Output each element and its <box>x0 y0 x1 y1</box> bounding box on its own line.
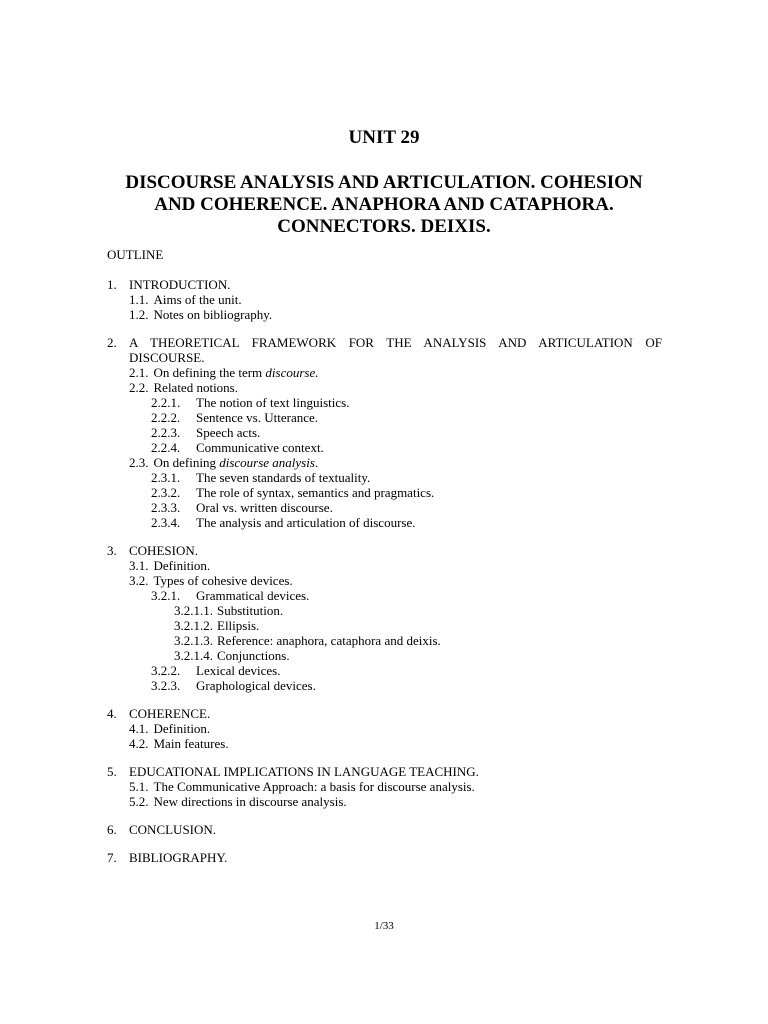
italic-term: discourse. <box>265 365 319 380</box>
item-text: Definition. <box>153 721 211 736</box>
item-text: Types of cohesive devices. <box>153 573 293 588</box>
section-heading <box>107 822 662 837</box>
section-number: 3. <box>107 543 117 558</box>
main-title-line: AND COHERENCE. ANAPHORA AND CATAPHORA. <box>154 194 614 215</box>
item-number: 2.1. <box>129 365 149 380</box>
outline-section <box>107 706 662 751</box>
outline-item <box>107 455 662 470</box>
item-number: 1.2. <box>129 307 149 322</box>
item-text: Definition. <box>153 558 211 573</box>
outline-item <box>107 721 662 736</box>
item-text: On defining the term discourse. <box>153 365 319 380</box>
item-number: 2.2.2. <box>151 410 181 425</box>
item-text: The seven standards of textuality. <box>196 470 371 485</box>
outline-section <box>107 543 662 693</box>
outline-section <box>107 335 662 530</box>
item-number: 3.2.1. <box>151 588 181 603</box>
item-text: Communicative context. <box>196 440 324 455</box>
outline-list <box>107 277 662 878</box>
item-text: Lexical devices. <box>196 663 281 678</box>
outline-item <box>107 440 662 455</box>
item-text: Grammatical devices. <box>196 588 310 603</box>
section-heading <box>107 706 662 721</box>
outline-item <box>107 678 662 693</box>
item-number: 4.1. <box>129 721 149 736</box>
item-text: Conjunctions. <box>217 648 290 663</box>
section-title: A THEORETICAL FRAMEWORK FOR THE ANALYSIS AND ARTICULATION OF DISCOURSE. <box>129 335 662 365</box>
section-number: 6. <box>107 822 117 837</box>
section-title: COHERENCE. <box>129 706 211 721</box>
section-heading <box>107 335 662 365</box>
outline-item <box>107 794 662 809</box>
section-heading <box>107 543 662 558</box>
outline-item <box>107 736 662 751</box>
section-title: INTRODUCTION. <box>129 277 231 292</box>
outline-item <box>107 603 662 618</box>
page-number: 1/33 <box>374 920 394 932</box>
item-number: 3.2.2. <box>151 663 181 678</box>
outline-item <box>107 573 662 588</box>
section-number: 7. <box>107 850 117 865</box>
section-title: BIBLIOGRAPHY. <box>129 850 228 865</box>
main-title <box>100 172 668 238</box>
item-text: Aims of the unit. <box>153 292 242 307</box>
item-text: Graphological devices. <box>196 678 316 693</box>
outline-item <box>107 779 662 794</box>
outline-item <box>107 515 662 530</box>
item-number: 3.2.1.4. <box>174 648 213 663</box>
section-title: CONCLUSION. <box>129 822 217 837</box>
item-number: 2.2. <box>129 380 149 395</box>
outline-item <box>107 380 662 395</box>
item-number: 3.2.1.1. <box>174 603 213 618</box>
outline-item <box>107 558 662 573</box>
item-number: 2.2.4. <box>151 440 181 455</box>
item-number: 2.3.3. <box>151 500 181 515</box>
section-title: EDUCATIONAL IMPLICATIONS IN LANGUAGE TEACHING. <box>129 764 479 779</box>
item-number: 2.3.1. <box>151 470 181 485</box>
item-text: The analysis and articulation of discourse. <box>196 515 416 530</box>
outline-section <box>107 822 662 837</box>
outline-section <box>107 764 662 809</box>
item-text: Reference: anaphora, cataphora and deixis. <box>217 633 441 648</box>
item-number: 2.3.4. <box>151 515 181 530</box>
item-text: New directions in discourse analysis. <box>153 794 347 809</box>
unit-title: UNIT 29 <box>348 127 420 148</box>
item-number: 3.2.3. <box>151 678 181 693</box>
item-number: 2.3. <box>129 455 149 470</box>
item-text: Oral vs. written discourse. <box>196 500 333 515</box>
item-text: Main features. <box>153 736 229 751</box>
outline-item <box>107 633 662 648</box>
outline-item <box>107 588 662 603</box>
item-number: 2.2.1. <box>151 395 181 410</box>
item-number: 1.1. <box>129 292 149 307</box>
outline-label: OUTLINE <box>107 247 164 262</box>
item-text: Notes on bibliography. <box>153 307 273 322</box>
section-heading <box>107 850 662 865</box>
outline-section <box>107 850 662 865</box>
section-number: 4. <box>107 706 117 721</box>
item-number: 2.2.3. <box>151 425 181 440</box>
item-text: The role of syntax, semantics and pragmatics. <box>196 485 435 500</box>
main-title-line: DISCOURSE ANALYSIS AND ARTICULATION. COHESION <box>125 172 643 193</box>
outline-item <box>107 410 662 425</box>
section-number: 5. <box>107 764 117 779</box>
italic-term: discourse analysis <box>219 455 315 470</box>
section-number: 2. <box>107 335 117 350</box>
item-text: Related notions. <box>153 380 238 395</box>
main-title-line: CONNECTORS. DEIXIS. <box>277 216 491 237</box>
section-heading <box>107 277 662 292</box>
item-text: Sentence vs. Utterance. <box>196 410 319 425</box>
item-number: 3.2.1.2. <box>174 618 213 633</box>
outline-item <box>107 307 662 322</box>
outline-item <box>107 663 662 678</box>
outline-item <box>107 365 662 380</box>
item-number: 3.2. <box>129 573 149 588</box>
outline-item <box>107 648 662 663</box>
item-number: 3.2.1.3. <box>174 633 213 648</box>
outline-item <box>107 485 662 500</box>
item-number: 4.2. <box>129 736 149 751</box>
item-text: The notion of text linguistics. <box>196 395 350 410</box>
section-heading <box>107 764 662 779</box>
item-number: 2.3.2. <box>151 485 181 500</box>
item-text: Speech acts. <box>196 425 261 440</box>
outline-item <box>107 425 662 440</box>
item-text: On defining discourse analysis. <box>153 455 319 470</box>
outline-item <box>107 618 662 633</box>
item-text: The Communicative Approach: a basis for discourse analysis. <box>153 779 475 794</box>
item-number: 5.2. <box>129 794 149 809</box>
outline-item <box>107 395 662 410</box>
outline-item <box>107 292 662 307</box>
outline-item <box>107 470 662 485</box>
outline-section <box>107 277 662 322</box>
section-title: COHESION. <box>129 543 198 558</box>
item-text: Ellipsis. <box>217 618 260 633</box>
item-text: Substitution. <box>217 603 284 618</box>
section-number: 1. <box>107 277 117 292</box>
outline-item <box>107 500 662 515</box>
item-number: 5.1. <box>129 779 149 794</box>
item-number: 3.1. <box>129 558 149 573</box>
